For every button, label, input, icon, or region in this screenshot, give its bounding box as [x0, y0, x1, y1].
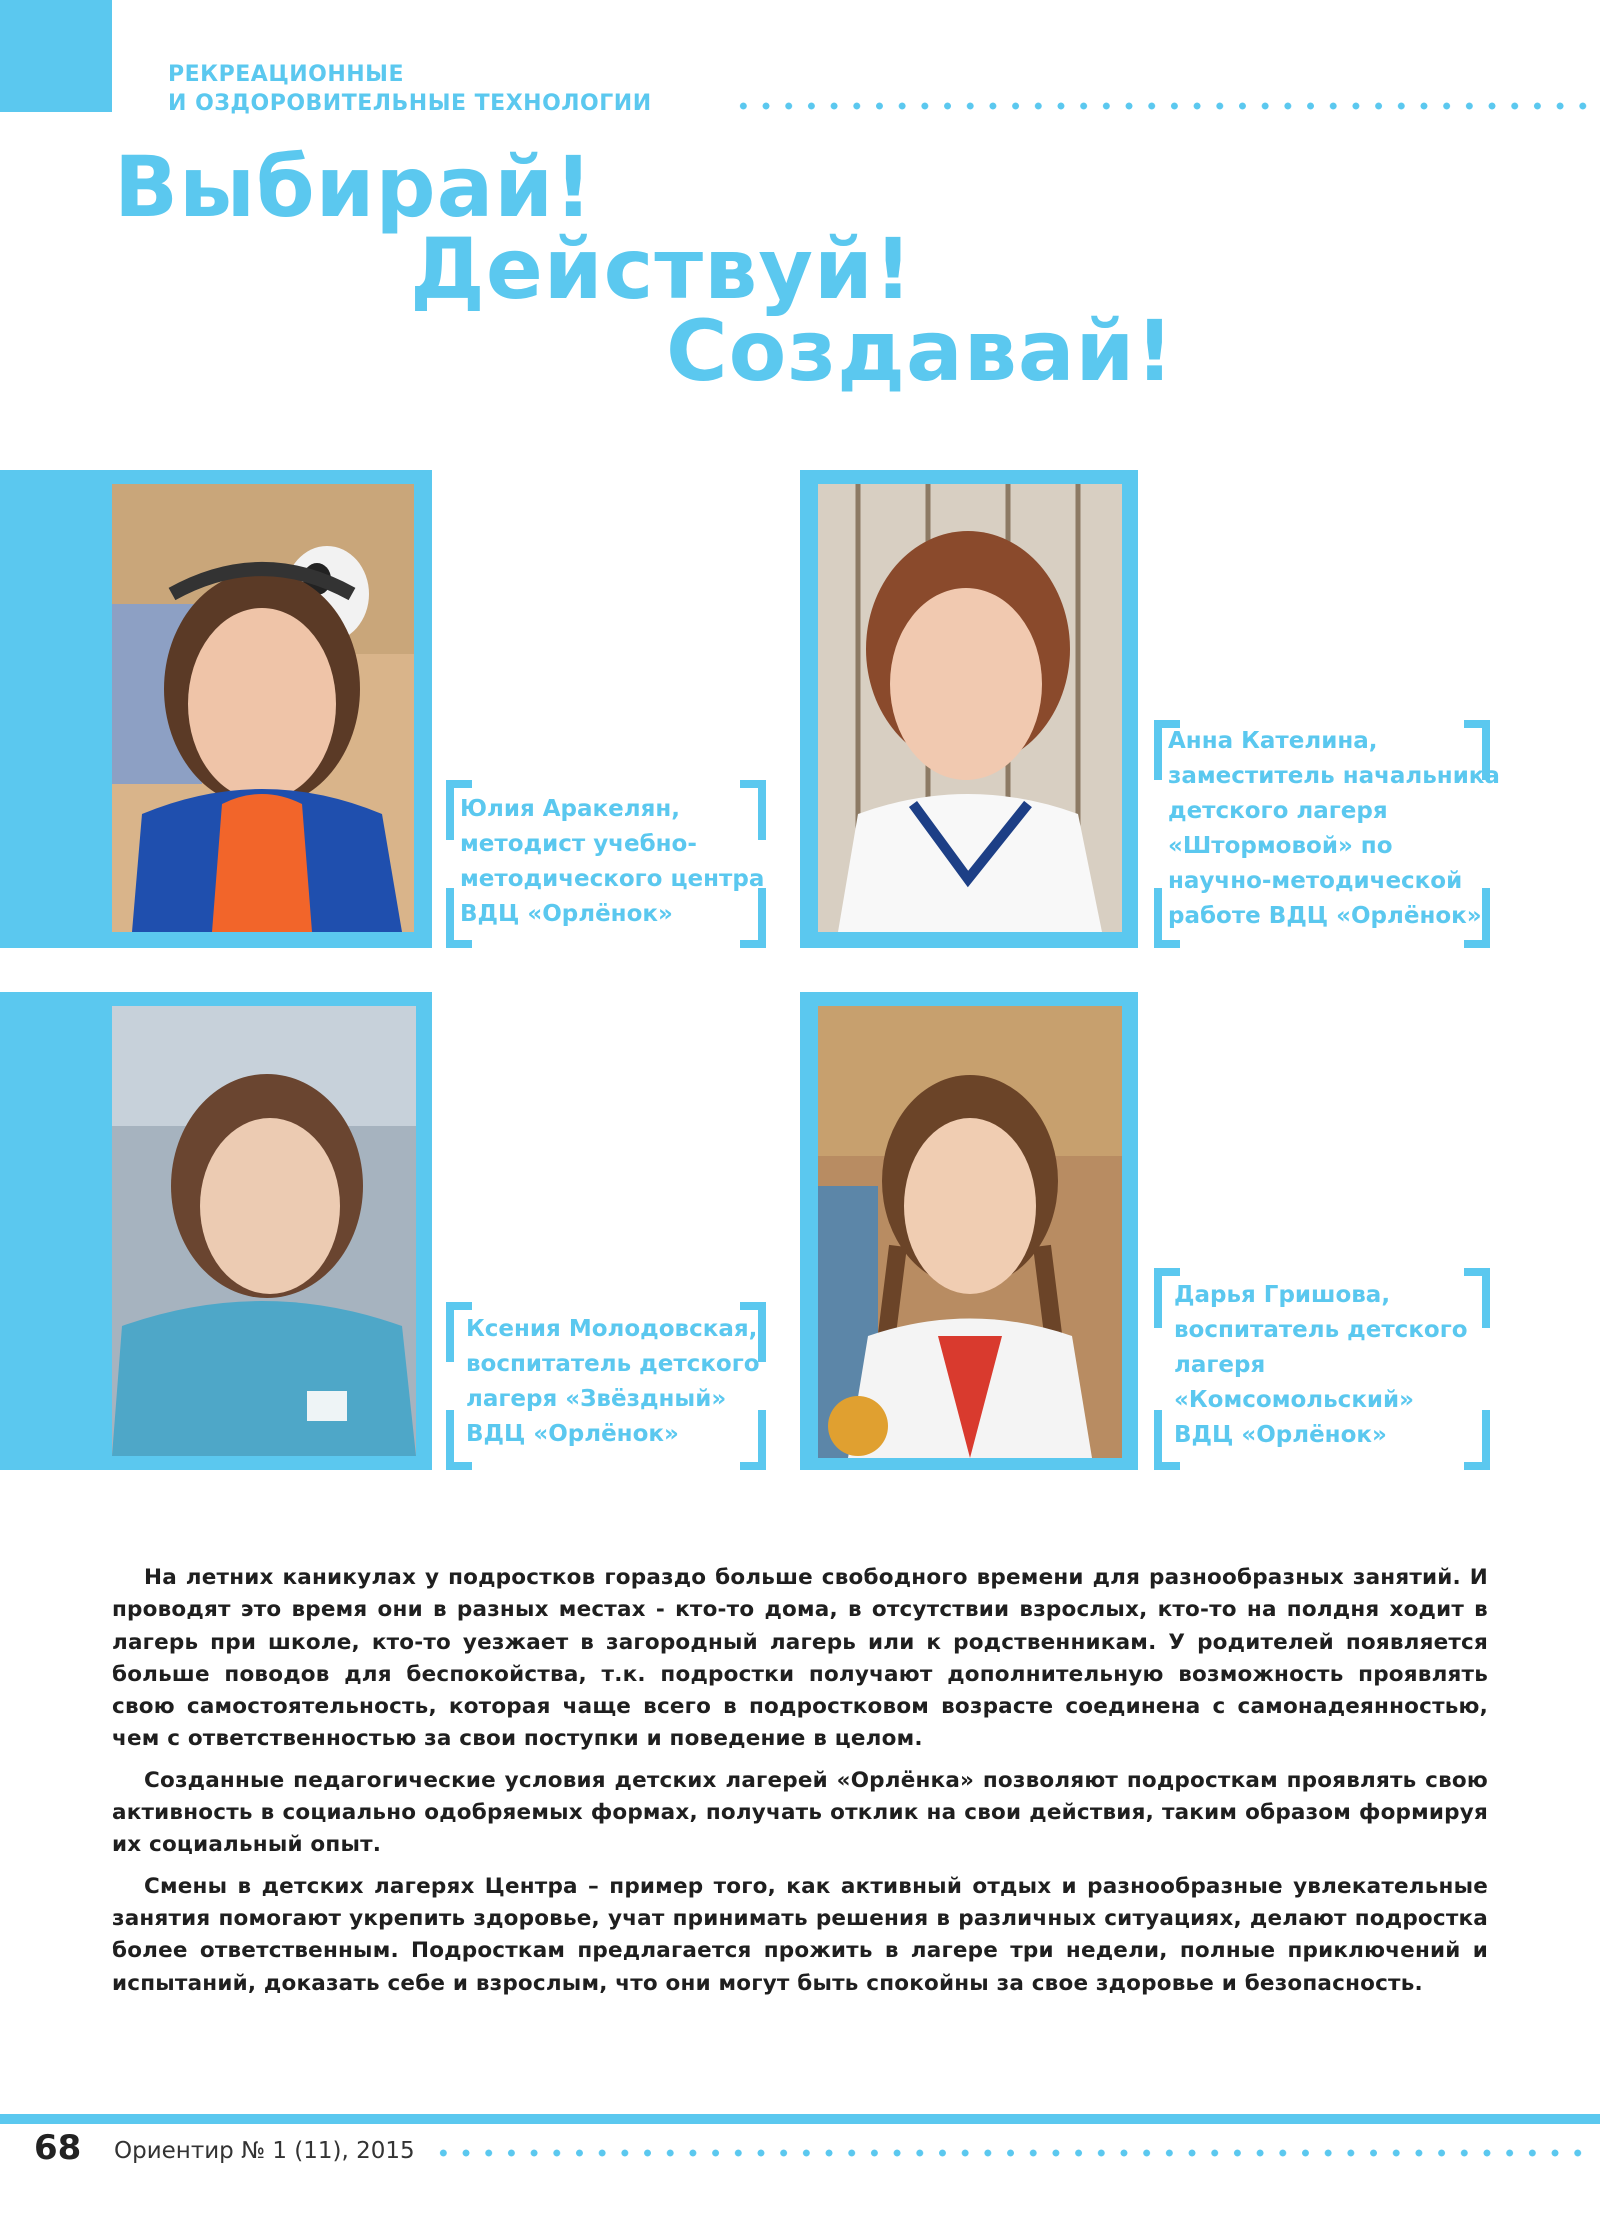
- person-caption: [1174, 1278, 1468, 1453]
- corner-accent-block: [0, 0, 112, 112]
- portrait-photo: [112, 1006, 416, 1456]
- page-number: 68: [34, 2128, 82, 2168]
- person-role-line: ВДЦ «Орлёнок»: [460, 901, 673, 927]
- person-role-line: заместитель начальника: [1168, 763, 1500, 789]
- section-label-line1: РЕКРЕАЦИОННЫЕ: [168, 62, 404, 87]
- person-role-line: научно-методической: [1168, 868, 1463, 894]
- person-role-line: «Штормовой» по: [1168, 833, 1393, 859]
- portrait-photo: [112, 484, 414, 932]
- body-paragraph: На летних каникулах у подростков гораздо больше свободного времени для разнообразных занятий. И проводят это время они в разных местах - кто-то дома, в отсутствии взрослых, кто-то на полдня ходит в лагерь при школе, кто-то уезжает в загородный лагерь или к родственникам. У родителей появляется больше поводов для беспокойства, т.к. подростки получают дополнительную возможность проявлять свою самостоятельность, которая чаще всего в подростковом возрасте соединена с самонадеянностью, чем с ответственностью за свои поступки и поведение в целом.: [112, 1565, 1488, 1752]
- person-role-line: работе ВДЦ «Орлёнок»: [1168, 903, 1482, 929]
- section-label-line2: И ОЗДОРОВИТЕЛЬНЫЕ ТЕХНОЛОГИИ: [168, 91, 652, 116]
- person-caption: [460, 792, 764, 932]
- person-name: Анна Кателина,: [1168, 728, 1378, 754]
- headline-line3: Создавай!: [666, 302, 1175, 400]
- person-role-line: «Комсомольский»: [1174, 1387, 1415, 1413]
- footer-rule: [0, 2114, 1600, 2124]
- person-name: Ксения Молодовская,: [466, 1316, 758, 1342]
- person-role-line: методист учебно-: [460, 831, 697, 857]
- article-body: [112, 1562, 1488, 2009]
- person-role-line: воспитатель детского: [466, 1351, 760, 1377]
- headline-line1: Выбирай!: [114, 138, 594, 236]
- person-caption: [1168, 724, 1500, 934]
- person-caption: [466, 1312, 760, 1452]
- person-role-line: ВДЦ «Орлёнок»: [466, 1421, 679, 1447]
- person-name: Юлия Аракелян,: [460, 796, 680, 822]
- portrait-photo: [818, 484, 1122, 932]
- body-paragraph: Созданные педагогические условия детских лагерей «Орлёнка» позволяют подросткам проявлять свою активность в социально одобряемых формах, получать отклик на свои действия, таким образом формируя их социальный опыт.: [112, 1767, 1488, 1858]
- body-paragraph: Смены в детских лагерях Центра – пример того, как активный отдых и разнообразные увлекательные занятия помогают укрепить здоровье, учат принимать решения в различных ситуациях, делают подростка более ответственным. Подросткам предлагается прожить в лагере три недели, полные приключений и испытаний, доказать себе и взрослым, что они могут быть спокойны за свое здоровье и безопасность.: [112, 1873, 1488, 1996]
- person-role-line: воспитатель детского: [1174, 1317, 1468, 1343]
- section-label: [168, 60, 652, 118]
- headline-line2: Действуй!: [410, 220, 914, 318]
- person-role-line: лагеря: [1174, 1352, 1266, 1378]
- portrait-photo: [818, 1006, 1122, 1458]
- person-role-line: лагеря «Звёздный»: [466, 1386, 727, 1412]
- person-role-line: ВДЦ «Орлёнок»: [1174, 1422, 1387, 1448]
- person-name: Дарья Гришова,: [1174, 1282, 1391, 1308]
- header-dotted-rule: [732, 100, 1592, 112]
- journal-issue: Ориентир № 1 (11), 2015: [114, 2138, 415, 2164]
- person-role-line: методического центра: [460, 866, 765, 892]
- footer-dotted-rule: [432, 2147, 1592, 2159]
- person-role-line: детского лагеря: [1168, 798, 1388, 824]
